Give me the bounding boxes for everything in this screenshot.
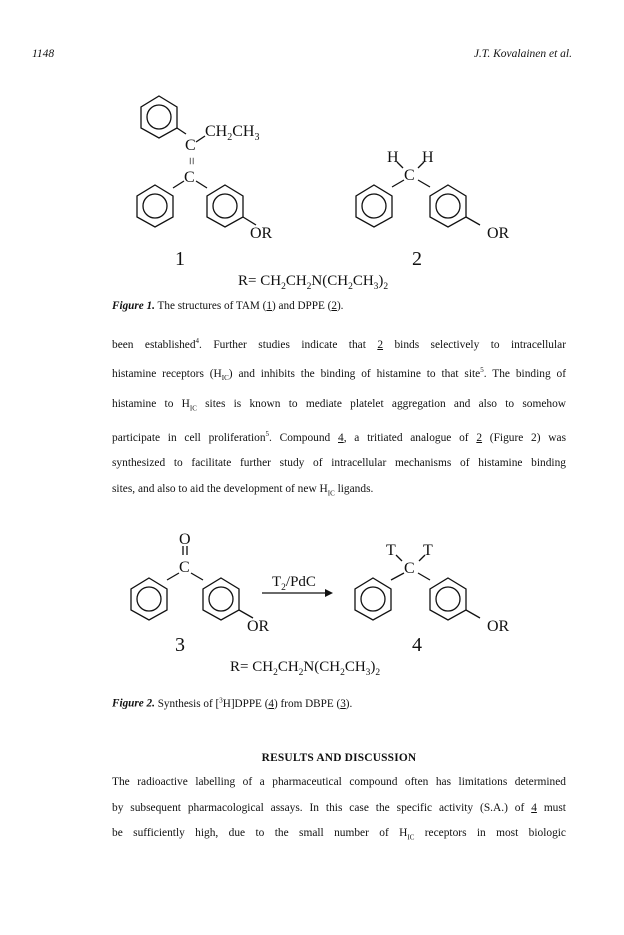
- reagent-label: $T_2$/PdC: [272, 574, 316, 593]
- figure-1-caption: [112, 300, 343, 312]
- text-line: histamine receptors $(H_{IC})$ and inhibits the binding of histamine to that site$^5$. The binding of: [112, 366, 566, 383]
- text-line: histamine to $H_{IC}$ sites is known to mediate platelet aggregation and also to somehow: [112, 398, 566, 413]
- figure-2-caption: [112, 696, 352, 710]
- figure-2-caption-label: Figure 2.: [112, 697, 155, 710]
- text-line: be sufficiently high, due to the small number of $H_{IC}$ receptors in most biologic: [112, 827, 566, 842]
- text-line: synthesized to facilitate further study of intracellular mechanisms of histamine binding: [112, 457, 566, 470]
- compound-label-1: 1: [175, 248, 185, 270]
- atom-h-left: H: [387, 149, 399, 166]
- or-group-4: OR: [487, 618, 510, 635]
- atom-c-4: C: [404, 560, 415, 577]
- text-line: been established$^4$. Further studies indicate that 2 binds selectively to intracellular: [112, 337, 566, 351]
- section-heading: RESULTS AND DISCUSSION: [261, 752, 417, 764]
- compound-label-3: 3: [175, 634, 185, 656]
- or-group-2: OR: [487, 225, 510, 242]
- text-line: The radioactive labelling of a pharmaceutical compound often has limitations determined: [112, 776, 566, 788]
- figure-2-caption-text: Synthesis of [$^3$H]DPPE (4) from DBPE (3).: [157, 696, 353, 710]
- atom-c-upper: C: [185, 137, 196, 154]
- atom-h-right: H: [422, 149, 434, 166]
- running-header-authors: J.T. Kovalainen et al.: [473, 48, 572, 60]
- figure-1-caption-text: The structures of TAM (1) and DPPE (2).: [157, 300, 344, 312]
- body-paragraph: [112, 329, 566, 507]
- atom-t-right: T: [423, 542, 433, 559]
- page-number: 1148: [32, 48, 55, 60]
- figure-1-caption-label: Figure 1.: [112, 300, 155, 312]
- or-group-1: OR: [250, 225, 273, 242]
- text-line: participate in cell proliferation$^5$. Compound 4, a tritiated analogue of 2 (Figure 2) was: [112, 429, 567, 444]
- results-paragraph: [112, 770, 566, 851]
- r-definition-1: $R= CH_2CH_2N(CH_2CH_3)_2$: [238, 273, 389, 292]
- atom-c-3: C: [179, 559, 190, 576]
- figure-2-synthesis: [0, 530, 624, 680]
- atom-o: O: [179, 531, 191, 548]
- atom-c-lower: C: [184, 169, 195, 186]
- double-bond: =: [183, 157, 198, 165]
- text-line: sites, and also to aid the development of new $H_{IC}$ ligands.: [112, 482, 374, 498]
- text-line: by subsequent pharmacological assays. In this case the specific activity (S.A.) of 4 must: [112, 801, 566, 814]
- compound-label-2: 2: [412, 248, 422, 270]
- atom-t-left: T: [386, 542, 396, 559]
- compound-label-4: 4: [412, 634, 422, 656]
- ethyl-group: $CH_2CH_3$: [205, 123, 260, 143]
- figure-1-structures: [0, 80, 624, 295]
- r-definition-2: $R= CH_2CH_2N(CH_2CH_3)_2$: [230, 659, 381, 678]
- or-group-3: OR: [247, 618, 270, 635]
- atom-c-2: C: [404, 167, 415, 184]
